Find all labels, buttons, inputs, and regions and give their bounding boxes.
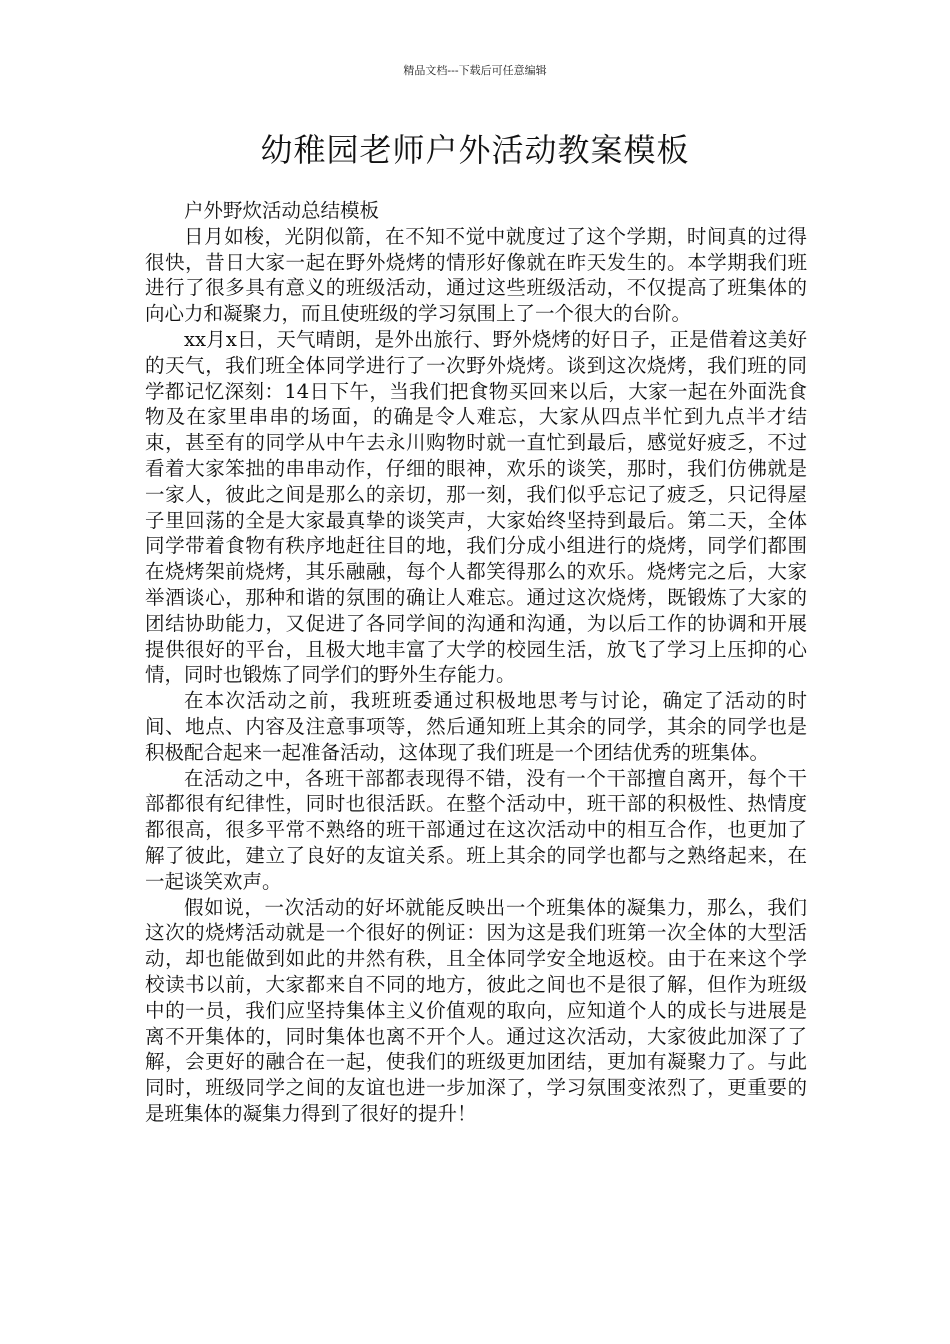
document-subtitle: 户外野炊活动总结模板 xyxy=(184,199,380,222)
paragraph-4: 在活动之中，各班干部都表现得不错，没有一个干部擅自离开，每个干部都很有纪律性，同时也很活跃。在整个活动中，班干部的积极性、热情度都很高，很多平常不熟络的班干部通过在这次活动中的相互合作，也更加了解了彼此，建立了良好的友谊关系。班上其余的同学也都与之熟络起来，在一起谈笑欢声。 xyxy=(145,766,807,893)
header-note: 精品文档---下载后可任意编辑 xyxy=(403,64,547,77)
document-body xyxy=(145,198,807,1127)
paragraph-5: 假如说，一次活动的好坏就能反映出一个班集体的凝集力，那么，我们这次的烧烤活动就是一个很好的例证：因为这是我们班第一次全体的大型活动，却也能做到如此的井然有秩，且全体同学安全地返校。由于在来这个学校读书以前，大家都来自不同的地方，彼此之间也不是很了解，但作为班级中的一员，我们应坚持集体主义价值观的取向，应知道个人的成长与进展是离不开集体的，同时集体也离不开个人。通过这次活动，大家彼此加深了了解，会更好的融合在一起，使我们的班级更加团结，更加有凝聚力了。与此同时，班级同学之间的友谊也进一步加深了，学习氛围变浓烈了，更重要的是班集体的凝集力得到了很好的提升！ xyxy=(145,895,807,1125)
document-title: 幼稚园老师户外活动教案模板 xyxy=(260,131,690,169)
paragraph-2: xx月x日，天气晴朗，是外出旅行、野外烧烤的好日子，正是借着这美好的天气，我们班全体同学进行了一次野外烧烤。谈到这次烧烤，我们班的同学都记忆深刻：14日下午，当我们把食物买回来以后，大家一起在外面洗食物及在家里串串的场面，的确是令人难忘，大家从四点半忙到九点半才结束，甚至有的同学从中午去永川购物时就一直忙到最后，感觉好疲乏，不过看着大家笨拙的串串动作，仔细的眼神，欢乐的谈笑，那时，我们仿佛就是一家人，彼此之间是那么的亲切，那一刻，我们似乎忘记了疲乏，只记得屋子里回荡的全是大家最真挚的谈笑声，大家始终坚持到最后。第二天，全体同学带着食物有秩序地赶往目的地，我们分成小组进行的烧烤，同学们都围在烧烤架前烧烤，其乐融融，每个人都笑得那么的欢乐。烧烤完之后，大家举酒谈心，那种和谐的氛围的确让人难忘。通过这次烧烤，既锻炼了大家的团结协助能力，又促进了各同学间的沟通和沟通，为以后工作的协调和开展提供很好的平台，且极大地丰富了大学的校园生活，放飞了学习上压抑的心情，同时也锻炼了同学们的野外生存能力。 xyxy=(145,327,807,687)
paragraph-3: 在本次活动之前，我班班委通过积极地思考与讨论，确定了活动的时间、地点、内容及注意事项等，然后通知班上其余的同学，其余的同学也是积极配合起来一起准备活动，这体现了我们班是一个团结优秀的班集体。 xyxy=(145,689,807,764)
paragraph-1: 日月如梭，光阴似箭，在不知不觉中就度过了这个学期，时间真的过得很快，昔日大家一起在野外烧烤的情形好像就在昨天发生的。本学期我们班进行了很多具有意义的班级活动，通过这些班级活动，不仅提高了班集体的向心力和凝聚力，而且使班级的学习氛围上了一个很大的台阶。 xyxy=(145,224,807,326)
